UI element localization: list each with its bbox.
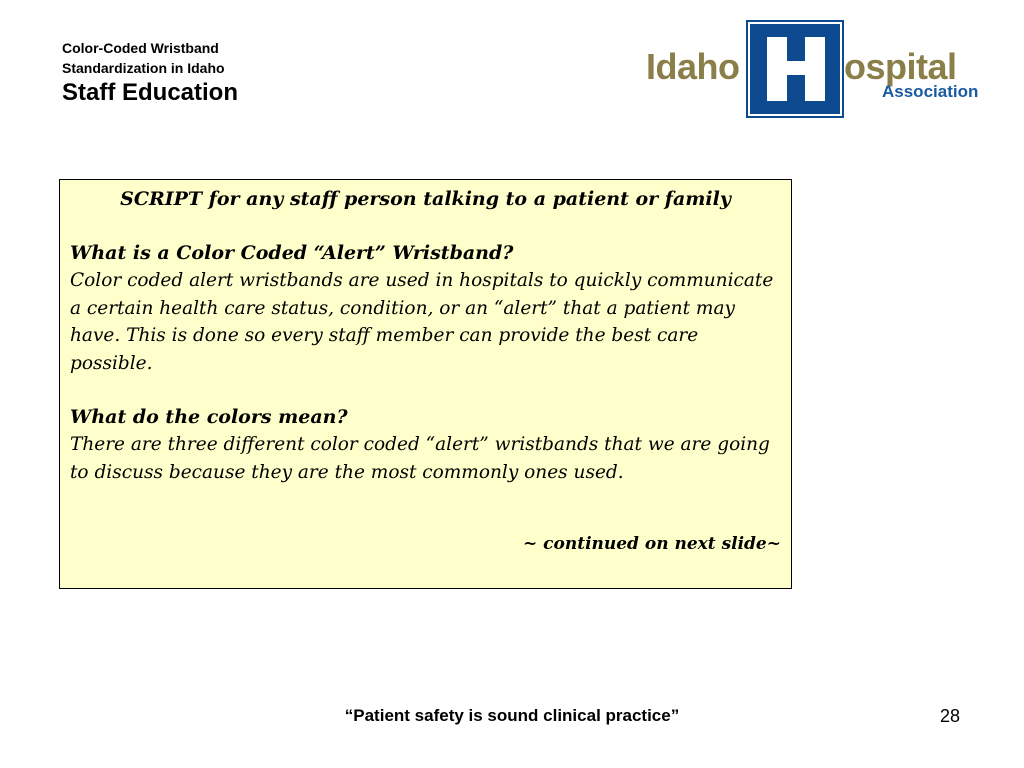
script-heading: SCRIPT for any staff person talking to a patient or family [120, 188, 731, 210]
header-line-2: Standardization in Idaho [62, 60, 225, 76]
header-line-1: Color-Coded Wristband [62, 40, 219, 56]
answer-1: Color coded alert wristbands are used in hospitals to quickly communicate a certain health care status, condition, or an “alert” that a patient may have. This is done so every staff member can provide the best care possible. [70, 270, 774, 374]
question-1: What is a Color Coded “Alert” Wristband? [70, 242, 514, 264]
footer-quote: “Patient safety is sound clinical practice” [344, 706, 680, 725]
logo-h-icon [750, 24, 840, 114]
logo-word-association: Association [882, 82, 979, 101]
script-box [59, 179, 792, 589]
answer-2: There are three different color coded “alert” wristbands that we are going to discuss because they are the most commonly ones used. [70, 434, 770, 483]
logo-word-idaho: Idaho [646, 46, 740, 87]
logo-word-ospital: ospital [844, 46, 957, 87]
continued-note: ~ continued on next slide~ [523, 534, 781, 554]
page-number: 28 [940, 706, 961, 726]
page-title: Staff Education [62, 79, 239, 106]
idaho-hospital-association-logo [646, 24, 996, 118]
question-2: What do the colors mean? [70, 406, 348, 428]
slide-header [62, 38, 238, 108]
